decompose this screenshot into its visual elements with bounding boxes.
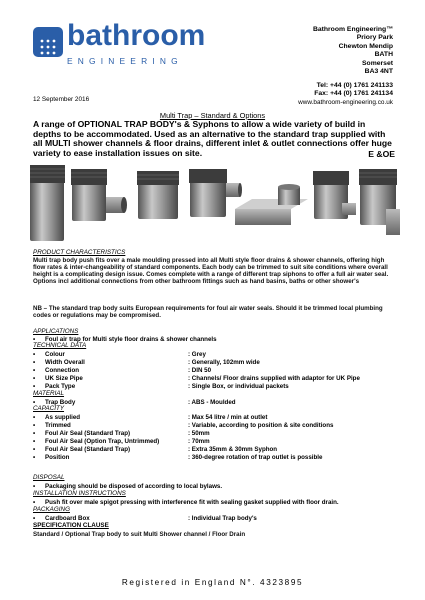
table-row: [33, 515, 403, 522]
table-row: [33, 351, 403, 358]
row-label: Foul Air Seal (Standard Trap): [45, 430, 131, 437]
installation-heading: INSTALLATION INSTRUCTIONS: [33, 490, 126, 497]
applications-heading: APPLICATIONS: [33, 328, 79, 335]
characteristics-text: Multi trap body push fits over a male moulding pressed into all Multi style floor drains & shower channels, offering high flow rates & inter-changeability of standard components. Each body can be trimmed to suit site conditions where overall height is a complicating design issue. Comes complete with a range of different trap siphons to offer a full air water seal. Options incl additional connections from other bathroom fittings such as hand basins, baths or other shower's: [33, 257, 389, 285]
row-label: Trap Body: [45, 399, 76, 406]
company-logo: [33, 19, 213, 72]
row-value: : 70mm: [188, 438, 210, 445]
table-row: [33, 454, 403, 461]
website-link[interactable]: www.bathroom-engineering.co.uk: [298, 98, 393, 106]
row-value: : Channels/ Floor drains supplied with adaptor for UK Pipe: [188, 375, 360, 382]
logo-subtitle: ENGINEERING: [67, 56, 183, 66]
trap-body-wide: [189, 169, 242, 217]
characteristics-nb: NB – The standard trap body suits European requirements for foul air water seals. Should it be trimmed local plumbing codes or regulations may be compromised.: [33, 305, 383, 319]
row-label: As supplied: [45, 414, 81, 421]
bullet-icon: •: [33, 359, 36, 366]
bullet-icon: •: [33, 336, 36, 343]
trap-body-tall: [30, 165, 65, 241]
bullet-icon: •: [33, 375, 36, 382]
table-row: [33, 422, 403, 429]
trap-body-square: [137, 171, 179, 219]
list-item: [33, 483, 403, 490]
address-line: BATH: [374, 51, 393, 59]
list-item: [33, 499, 403, 506]
row-value: : Extra 35mm & 30mm Syphon: [188, 446, 278, 453]
row-value: : ABS - Moulded: [188, 399, 236, 406]
technical-heading: TECHNICAL DATA: [33, 342, 87, 349]
table-row: [33, 367, 403, 374]
disposal-item: Packaging should be disposed of according to local bylaws.: [45, 483, 223, 490]
row-value: : DIN 50: [188, 367, 212, 374]
bullet-icon: •: [33, 454, 36, 461]
trap-body-low-profile: [235, 184, 308, 225]
row-label: Width Overall: [45, 359, 85, 366]
specification-heading: SPECIFICATION CLAUSE: [33, 522, 109, 529]
bullet-icon: •: [33, 351, 36, 358]
bullet-icon: •: [33, 422, 36, 429]
bullet-icon: •: [33, 399, 36, 406]
company-address: [313, 26, 393, 76]
address-line: Somerset: [362, 59, 393, 67]
row-value: : Individual Trap body's: [188, 515, 257, 522]
disposal-heading: DISPOSAL: [33, 474, 65, 481]
table-row: [33, 359, 403, 366]
row-label: Position: [45, 454, 70, 461]
contact-details: [298, 82, 393, 107]
installation-item: Push fit over male spigot pressing with interference fit with sealing gasket supplied with floor drain.: [45, 499, 339, 506]
table-row: [33, 375, 403, 382]
material-heading: MATERIAL: [33, 390, 65, 397]
document-date: 12 September 2016: [33, 96, 90, 103]
document-title: Multi Trap – Standard & Options: [159, 111, 266, 120]
bullet-icon: •: [33, 430, 36, 437]
fax: Fax: +44 (0) 1761 241134: [314, 90, 393, 98]
applications-item: Foul air trap for Multi style floor drains & shower channels: [45, 336, 217, 343]
row-label: Pack Type: [45, 383, 76, 390]
row-value: : Max 54 litre / min at outlet: [188, 414, 268, 421]
telephone: Tel: +44 (0) 1761 241133: [316, 82, 393, 89]
bullet-icon: •: [33, 438, 36, 445]
table-row: [33, 399, 403, 406]
logo-wordmark: bathroom: [67, 19, 206, 52]
bullet-icon: •: [33, 367, 36, 374]
row-label: Colour: [45, 351, 65, 358]
row-label: UK Size Pipe: [45, 375, 83, 382]
row-label: Foul Air Seal (Option Trap, Untrimmed): [45, 438, 160, 445]
table-row: [33, 446, 403, 453]
table-row: [33, 438, 403, 445]
address-line: Bathroom Engineering™: [312, 26, 393, 33]
row-value: : 360-degree rotation of trap outlet is possible: [188, 454, 323, 461]
row-label: Foul Air Seal (Standard Trap): [45, 446, 131, 453]
row-label: Trimmed: [45, 422, 71, 429]
bullet-icon: •: [33, 383, 36, 390]
packaging-heading: PACKAGING: [33, 506, 70, 513]
specification-text: Standard / Optional Trap body to suit Multi Shower channel / Floor Drain: [33, 531, 246, 538]
registration-footer: Registered in England N°. 4323895: [121, 578, 304, 587]
bullet-icon: •: [33, 515, 36, 522]
table-row: [33, 414, 403, 421]
bullet-icon: •: [33, 499, 36, 506]
bullet-icon: •: [33, 446, 36, 453]
list-item: [33, 336, 403, 343]
bullet-icon: •: [33, 414, 36, 421]
eoe-note: E &OE: [368, 149, 395, 159]
trap-body-large: [359, 169, 400, 235]
row-value: : Single Box, or individual packets: [188, 383, 289, 390]
characteristics-heading: PRODUCT CHARACTERISTICS: [33, 249, 126, 256]
capacity-heading: CAPACITY: [33, 405, 65, 412]
intro-paragraph: A range of OPTIONAL TRAP BODY's & Syphons to allow a wide variety of build in depths to be accommodated. Used as an alternative to the standard trap supplied with all MULTI shower channels & floor drains, different inlet & outlet connections offer huge variety to ease installation issues on site.: [33, 119, 392, 158]
address-line: BA3 4NT: [364, 68, 393, 76]
address-line: Priory Park: [356, 34, 393, 42]
row-label: Cardboard Box: [45, 515, 90, 522]
trap-body-outlet-down: [313, 171, 356, 219]
row-value: : Variable, according to position & site conditions: [188, 422, 334, 429]
trap-products-image: [30, 163, 400, 243]
shower-head-logo-icon: [33, 27, 63, 57]
bullet-icon: •: [33, 483, 36, 490]
address-line: Chewton Mendip: [338, 42, 393, 50]
row-value: : 50mm: [188, 430, 210, 437]
row-value: : Grey: [188, 351, 206, 358]
trap-body-side-outlet: [71, 169, 127, 221]
row-label: Connection: [45, 367, 80, 374]
row-value: : Generally, 102mm wide: [188, 359, 260, 366]
table-row: [33, 430, 403, 437]
table-row: [33, 383, 403, 390]
